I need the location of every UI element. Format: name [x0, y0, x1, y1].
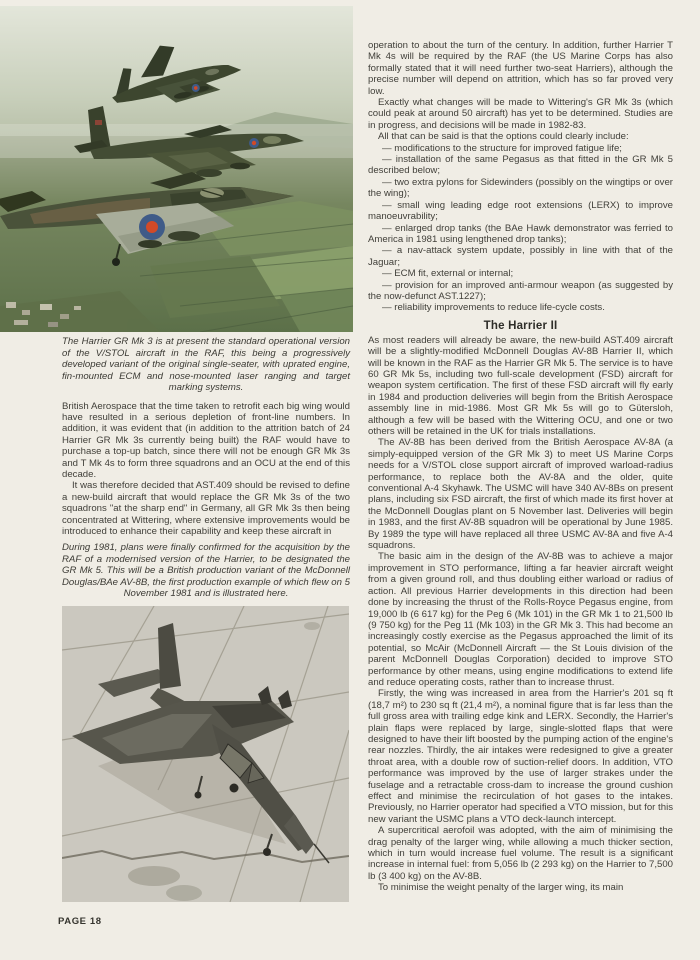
harrier-formation-photo	[0, 6, 353, 332]
body-paragraph: operation to about the turn of the century. In addition, further Harrier T Mk 4s will be required by the RAF (the US Marine Corps has also formally stated that it will need further two-seat Harriers), although the precise number will depend on attrition, which has so far proved very low.	[368, 40, 673, 97]
option-bullet: — two extra pylons for Sidewinders (possibly on the wingtips or over the wing);	[368, 176, 673, 200]
body-paragraph: The basic aim in the design of the AV-8B was to achieve a major improvement in STO performance, lifting a far heavier aircraft weight from a given ground roll, and thus doubling either warload or radius of action. All previous Harrier developments in this direction had been done by increasing the thrust of the Rolls-Royce Pegasus engine, from 19,000 lb (6 617 kg) for the Peg 6 (Mk 101) in the GR Mk 1 to 21,500 lb (9 750 kg) for the Peg 11 (Mk 103) in the GR Mk 3. This had become an increasingly costly exercise as the Pegasus approached the limit of its potential, so McAir (McDonnell Aircraft — the St Louis division of the parent McDonnell Douglas Corporation) decided to improve STO performance by other means, using engine modifications to extend life and reduce operating costs, rather than to increase thrust.	[368, 551, 673, 688]
option-bullet: — a nav-attack system update, possibly in line with that of the Jaguar;	[368, 245, 673, 268]
option-bullet: — enlarged drop tanks (the BAe Hawk demonstrator was ferried to America in 1981 using lengthened drop tanks);	[368, 222, 673, 245]
body-paragraph: Exactly what changes will be made to Wittering's GR Mk 3s (which could peak at around 50 aircraft) has yet to be determined. Studies are in progress, and decisions will be made in 1982-83.	[368, 97, 673, 131]
photo-caption-bottom: During 1981, plans were finally confirmed for the acquisition by the RAF of a modernised version of the Harrier, to be designated the GR Mk 5. This will be a British production variant of the McDonnell Douglas/BAe AV-8B, the first production example of which flew on 5 November 1981 and is illustrated here.	[62, 542, 350, 600]
body-paragraph: The AV-8B has been derived from the British Aerospace AV-8A (a simply-equipped version of the GR Mk 3) to meet US Marine Corps needs for a V/STOL close support aircraft of improved warload-radius performance, to replace both the AV-8A and the older, quite conventional A-4 Skyhawk. The USMC will have 340 AV-8Bs on present plans, including six FSD aircraft, the first of which made its first hover at the McDonnell Douglas plant on 5 November last. Deliveries will begin in 1983, and the first AV-8B squadron will be operational by June 1985. By 1989 the type will have replaced all three USMC AV-8A and five A-4 squadrons.	[368, 437, 673, 552]
right-column	[368, 40, 673, 894]
option-bullet: — reliability improvements to reduce life-cycle costs.	[382, 302, 605, 314]
body-paragraph: As most readers will already be aware, the new-build AST.409 aircraft will be a slightly-modified McDonnell Douglas AV-8B Harrier II, which will be known in the RAF as the Harrier GR Mk 5. The service is to have 60 GR Mk 5s, including two full-scale development (FSD) aircraft for weapon system certification. The first of these FSD aircraft will fly early in 1984 and production deliveries will begin from the British Aerospace assembly line in mid-1986. Most GR Mk 5s will go to Gütersloh, although a few will be based with the Wittering OCU, and one or two others will be retained in the UK for trials installations.	[368, 334, 673, 437]
section-heading: The Harrier II	[483, 319, 558, 332]
av8b-ground-photo	[62, 606, 349, 902]
body-paragraph: Firstly, the wing was increased in area from the Harrier's 201 sq ft (18,7 m²) to 230 sq ft (21,4 m²), a nominal figure that is far less than the full gross area with trailing edge kink and LERX. Secondly, the Harrier's plain flaps were replaced by large, single-slotted flaps that were designed to have their lift boosted by the pumping action of the engine's rear nozzles. Thirdly, the air intakes were redesigned to give a greater throat area, with a double row of suction-relief doors. In addition, VTO performance was improved by the use of larger strakes under the fuselage and a retractable cross-dam to increase the ground cushion effect and minimise the recirculation of hot gases to the intakes. Previously, no Harrier operator had specified a VTO mission, but for this new variant the USMC plans a VTO deck-launch intercept.	[368, 688, 673, 825]
option-bullet: — modifications to the structure for improved fatigue life;	[382, 142, 622, 154]
body-paragraph: A supercritical aerofoil was adopted, with the aim of minimising the drag penalty of the larger wing, while allowing a much thicker section, which in turn would increase fuel volume. The result is a significant increase in internal fuel: from 5,056 lb (2 293 kg) on the Harrier to 7,500 lb (3 400 kg) on the AV-8B.	[368, 825, 673, 882]
body-paragraph: It was therefore decided that AST.409 should be revised to define a new-build aircraft that would replace the GR Mk 3s of the two squadrons "at the sharp end" in Germany, all GR Mk 3s then being concentrated at Wittering, where extensive improvements would be introduced to enhance their capability and keep these aircraft in	[62, 480, 350, 537]
option-bullet: — provision for an improved anti-armour weapon (as suggested by the now-defunct AST.1227);	[368, 279, 673, 302]
body-paragraph: British Aerospace that the time taken to retrofit each big wing would have resulted in a serious depletion of front-line numbers. In addition, it was evident that (in addition to the attrition batch of 24 Harrier GR Mk 3s currently being built) the RAF would have to purchase a top-up batch, since there will not be enough GR Mk 3s and T Mk 4s to form three squadrons and an OCU at the end of this decade.	[62, 400, 350, 480]
left-column	[62, 336, 350, 902]
harrier-formation-illustration	[0, 6, 353, 332]
option-bullet: — installation of the same Pegasus as that fitted in the GR Mk 5 described below;	[368, 154, 673, 177]
page-number: PAGE 18	[58, 916, 102, 927]
option-bullet: — ECM fit, external or internal;	[382, 268, 514, 280]
photo-caption-top: The Harrier GR Mk 3 is at present the standard operational version of the V/STOL aircraft in the RAF, this being a progressively developed variant of the original single-seater, with uprated engine, fin-mounted ECM and nose-mounted laser ranging and target marking systems.	[62, 336, 350, 393]
av8b-illustration	[62, 606, 349, 902]
body-paragraph: All that can be said is that the options could clearly include:	[378, 131, 629, 143]
option-bullet: — small wing leading edge root extensions (LERX) to improve manoeuvrability;	[368, 199, 673, 223]
body-paragraph: To minimise the weight penalty of the larger wing, its main	[378, 882, 624, 894]
